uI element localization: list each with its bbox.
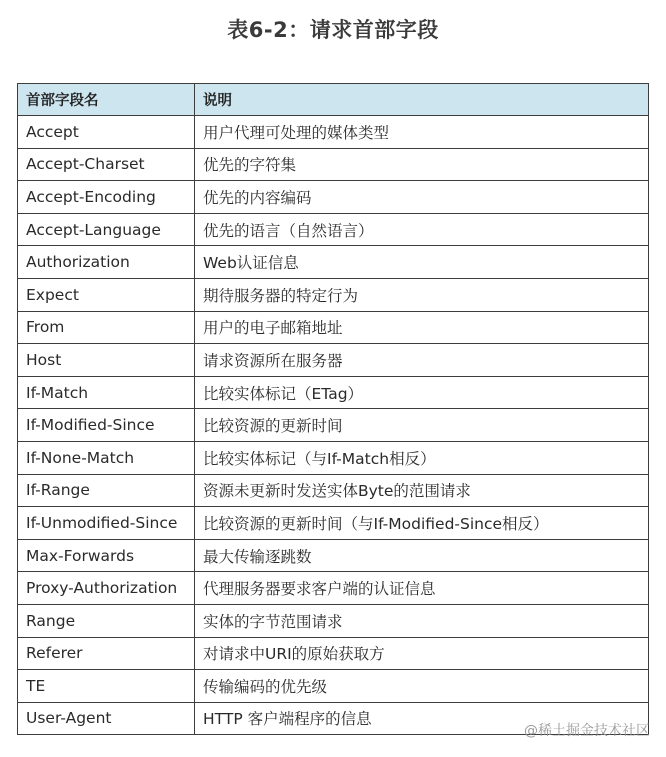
page-title: 表6-2：请求首部字段 — [227, 18, 439, 42]
watermark: @稀土掘金技术社区 — [524, 723, 650, 739]
field-name-cell: Expect — [18, 278, 195, 311]
description-cell: 比较资源的更新时间（与If-Modified-Since相反） — [195, 507, 649, 540]
table-row — [18, 474, 649, 507]
field-name-cell: If-Range — [18, 474, 195, 507]
field-name-cell: If-Unmodified-Since — [18, 507, 195, 540]
field-name-cell: Referer — [18, 637, 195, 670]
description-cell: 实体的字节范围请求 — [195, 604, 649, 637]
table-row — [18, 116, 649, 149]
table-row — [18, 604, 649, 637]
description-cell: 对请求中URI的原始获取方 — [195, 637, 649, 670]
description-cell: Web认证信息 — [195, 246, 649, 279]
field-name-cell: Range — [18, 604, 195, 637]
description-cell: 比较实体标记（与If-Match相反） — [195, 441, 649, 474]
description-cell: 资源未更新时发送实体Byte的范围请求 — [195, 474, 649, 507]
field-name-cell: If-Match — [18, 376, 195, 409]
table-row — [18, 148, 649, 181]
description-cell: 用户代理可处理的媒体类型 — [195, 116, 649, 149]
table-header-row — [18, 84, 649, 116]
table-row — [18, 409, 649, 442]
field-name-cell: Accept-Encoding — [18, 181, 195, 214]
field-name-cell: From — [18, 311, 195, 344]
table-row — [18, 213, 649, 246]
table-row — [18, 670, 649, 703]
field-name-cell: Proxy-Authorization — [18, 572, 195, 605]
request-header-fields-table — [17, 83, 649, 735]
table-row — [18, 344, 649, 377]
description-cell: HTTP 客户端程序的信息 — [195, 702, 649, 735]
column-header-field-name: 首部字段名 — [18, 84, 195, 116]
table-row — [18, 572, 649, 605]
description-cell: 用户的电子邮箱地址 — [195, 311, 649, 344]
field-name-cell: Accept-Charset — [18, 148, 195, 181]
field-name-cell: If-None-Match — [18, 441, 195, 474]
table-row — [18, 246, 649, 279]
description-cell: 代理服务器要求客户端的认证信息 — [195, 572, 649, 605]
description-cell: 期待服务器的特定行为 — [195, 278, 649, 311]
table-row — [18, 507, 649, 540]
field-name-cell: Max-Forwards — [18, 539, 195, 572]
field-name-cell: Accept — [18, 116, 195, 149]
field-name-cell: TE — [18, 670, 195, 703]
field-name-cell: If-Modified-Since — [18, 409, 195, 442]
description-cell: 优先的字符集 — [195, 148, 649, 181]
field-name-cell: User-Agent — [18, 702, 195, 735]
table-row — [18, 539, 649, 572]
column-header-description: 说明 — [195, 84, 649, 116]
table-row — [18, 311, 649, 344]
description-cell: 优先的内容编码 — [195, 181, 649, 214]
table-body — [18, 116, 649, 735]
field-name-cell: Authorization — [18, 246, 195, 279]
table-row — [18, 441, 649, 474]
description-cell: 请求资源所在服务器 — [195, 344, 649, 377]
table-row — [18, 278, 649, 311]
description-cell: 传输编码的优先级 — [195, 670, 649, 703]
table-row — [18, 376, 649, 409]
description-cell: 比较资源的更新时间 — [195, 409, 649, 442]
field-name-cell: Host — [18, 344, 195, 377]
field-name-cell: Accept-Language — [18, 213, 195, 246]
description-cell: 比较实体标记（ETag） — [195, 376, 649, 409]
description-cell: 最大传输逐跳数 — [195, 539, 649, 572]
table-row — [18, 637, 649, 670]
description-cell: 优先的语言（自然语言） — [195, 213, 649, 246]
table-row — [18, 181, 649, 214]
